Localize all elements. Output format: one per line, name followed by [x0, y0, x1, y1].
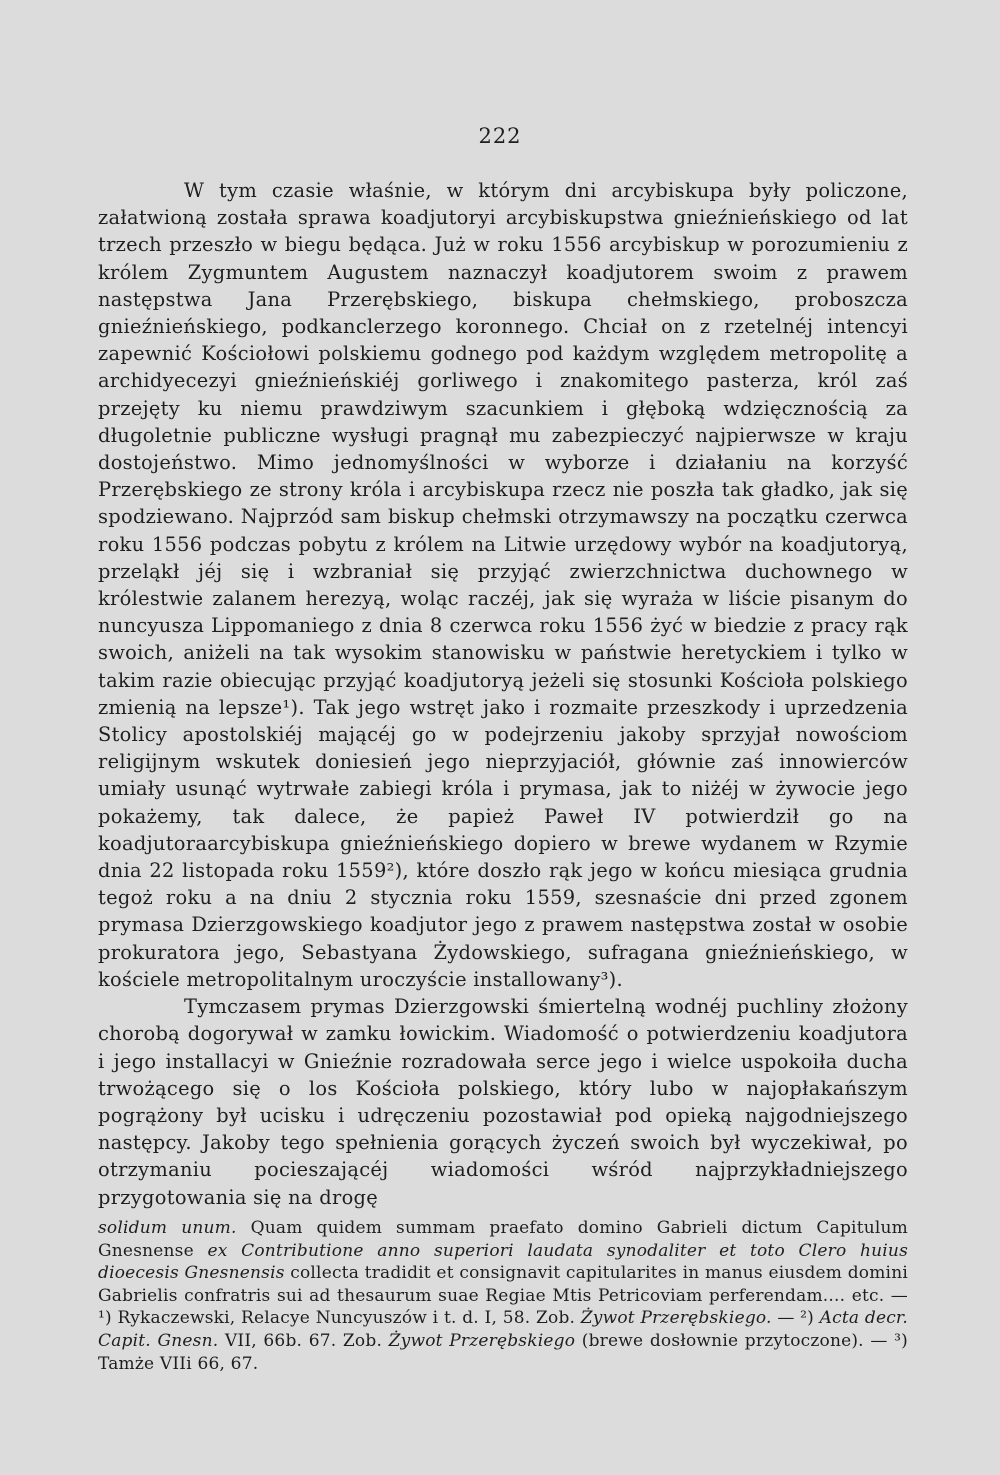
- footnotes: [98, 1217, 908, 1375]
- footnote-text: — ²): [771, 1308, 820, 1329]
- paragraph: W tym czasie właśnie, w którym dni arcybiskupa były policzone, załatwioną została sprawa koadjutoryi arcybiskupstwa gnieźnieńskiego od lat trzech przeszło w biegu będąca. Już w roku 1556 arcybiskup w porozumieniu z królem Zygmuntem Augustem naznaczył koadjutorem swoim z prawem następstwa Jana Przerębskiego, biskupa chełmskiego, proboszcza gnieźnieńskiego, podkanclerzego koronnego. Chciał on z rzetelnéj intencyi zapewnić Kościołowi polskiemu godnego pod każdym względem metropolitę a archidyecezyi gnieźnieńskiéj gorliwego i znakomitego pasterza, król zaś przejęty ku niemu prawdziwym szacunkiem i głęboką wdzięcznością za długoletnie publiczne wysługi pragnął mu zabezpieczyć najpierwsze w kraju dostojeństwo. Mimo jednomyślności w wyborze i działaniu na korzyść Przerębskiego ze strony króla i arcybiskupa rzecz nie poszła tak gładko, jak się spodziewano. Najprzód sam biskup chełmski otrzymawszy na początku czerwca roku 1556 podczas pobytu z królem na Litwie urzędowy wybór na koadjutoryą, przeląkł jéj się i wzbraniał się przyjąć zwierzchnictwa duchownego w królestwie zalanem herezyą, woląc raczéj, jak się wyraża w liście pisanym do nuncyusza Lippomaniego z dnia 8 czerwca roku 1556 żyć w biedzie z pracy rąk swoich, aniżeli na tak wysokim stanowisku w państwie heretyckiem i tylko w takim razie obiecując przyjąć koadjutoryą jeżeli się stosunki Kościoła polskiego zmienią na lepsze¹). Tak jego wstręt jako i rozmaite przeszkody i uprzedzenia Stolicy apostolskiéj mającéj go w podejrzeniu jakoby sprzyjał nowościom religijnym wskutek doniesień jego nieprzyjaciół, głównie zaś innowierców umiały usunąć wytrwałe zabiegi króla i prymasa, jak to niżéj w żywocie jego pokażemy, tak dalece, że papież Paweł IV potwierdził go na koadjutoraarcybiskupa gnieźnieńskiego dopiero w brewe wydanem w Rzymie dnia 22 listopada roku 1559²), które doszło rąk jego w końcu miesiąca grudnia tegoż roku a na dniu 2 stycznia roku 1559, szesnaście dni przed zgonem prymasa Dzierzgowskiego koadjutor jego z prawem następstwa został w osobie prokuratora jego, Sebastyana Żydowskiego, sufragana gnieźnieńskiego, w kościele metropolitalnym uroczyście installowany³).: [98, 179, 908, 991]
- footnote-italic: Żywot Przerębskiego.: [580, 1308, 772, 1329]
- paragraph: Tymczasem prymas Dzierzgowski śmiertelną wodnéj puchliny złożony chorobą dogorywał w zamku łowickim. Wiadomość o potwierdzeniu koadjutora i jego installacyi w Gnieźnie rozradowała serce jego i wielce uspokoiła ducha trwożącego się o los Kościoła polskiego, który lubo w najopłakańszym pogrążony był ucisku i udręczeniu pozostawiał pod opieką najgodniejszego następcy. Jakoby tego spełnienia gorących życzeń swoich był wyczekiwał, po otrzymaniu pocieszającéj wiadomości wśród najprzykładniejszego przygotowania się na drogę: [98, 995, 908, 1209]
- main-text: [98, 177, 908, 1211]
- footnote-italic: Acta decr. Capit. Gnesn.: [98, 1308, 908, 1351]
- footnote-italic: solidum unum.: [98, 1218, 237, 1238]
- footnote-italic: Żywot Przerębskiego: [388, 1330, 576, 1351]
- footnote-italic: ex Contributione anno superiori laudata synodaliter et toto Clero huius dioecesis Gnesnensis: [98, 1240, 908, 1284]
- footnote-text: (brewe dosłownie przytoczone). — ³) Tamże VIIi 66, 67.: [98, 1330, 908, 1374]
- footnote-block: [98, 1217, 908, 1375]
- footnote-text: collecta tradidit et consignavit capitularites in manus eiusdem domini Gabrielis confratris sui ad thesaurum suae Regiae Mtis Petricoviam perferendam.... etc. — ¹) Rykaczewski, Relacye Nuncyuszów i t. d. I, 58. Zob.: [98, 1263, 908, 1329]
- footnote-text: Quam quidem summam praefato domino Gabrieli dictum Capitulum Gnesnense: [98, 1218, 908, 1261]
- page-number: 222: [478, 124, 522, 148]
- footnote-text: VII, 66b. 67. Zob.: [218, 1330, 389, 1351]
